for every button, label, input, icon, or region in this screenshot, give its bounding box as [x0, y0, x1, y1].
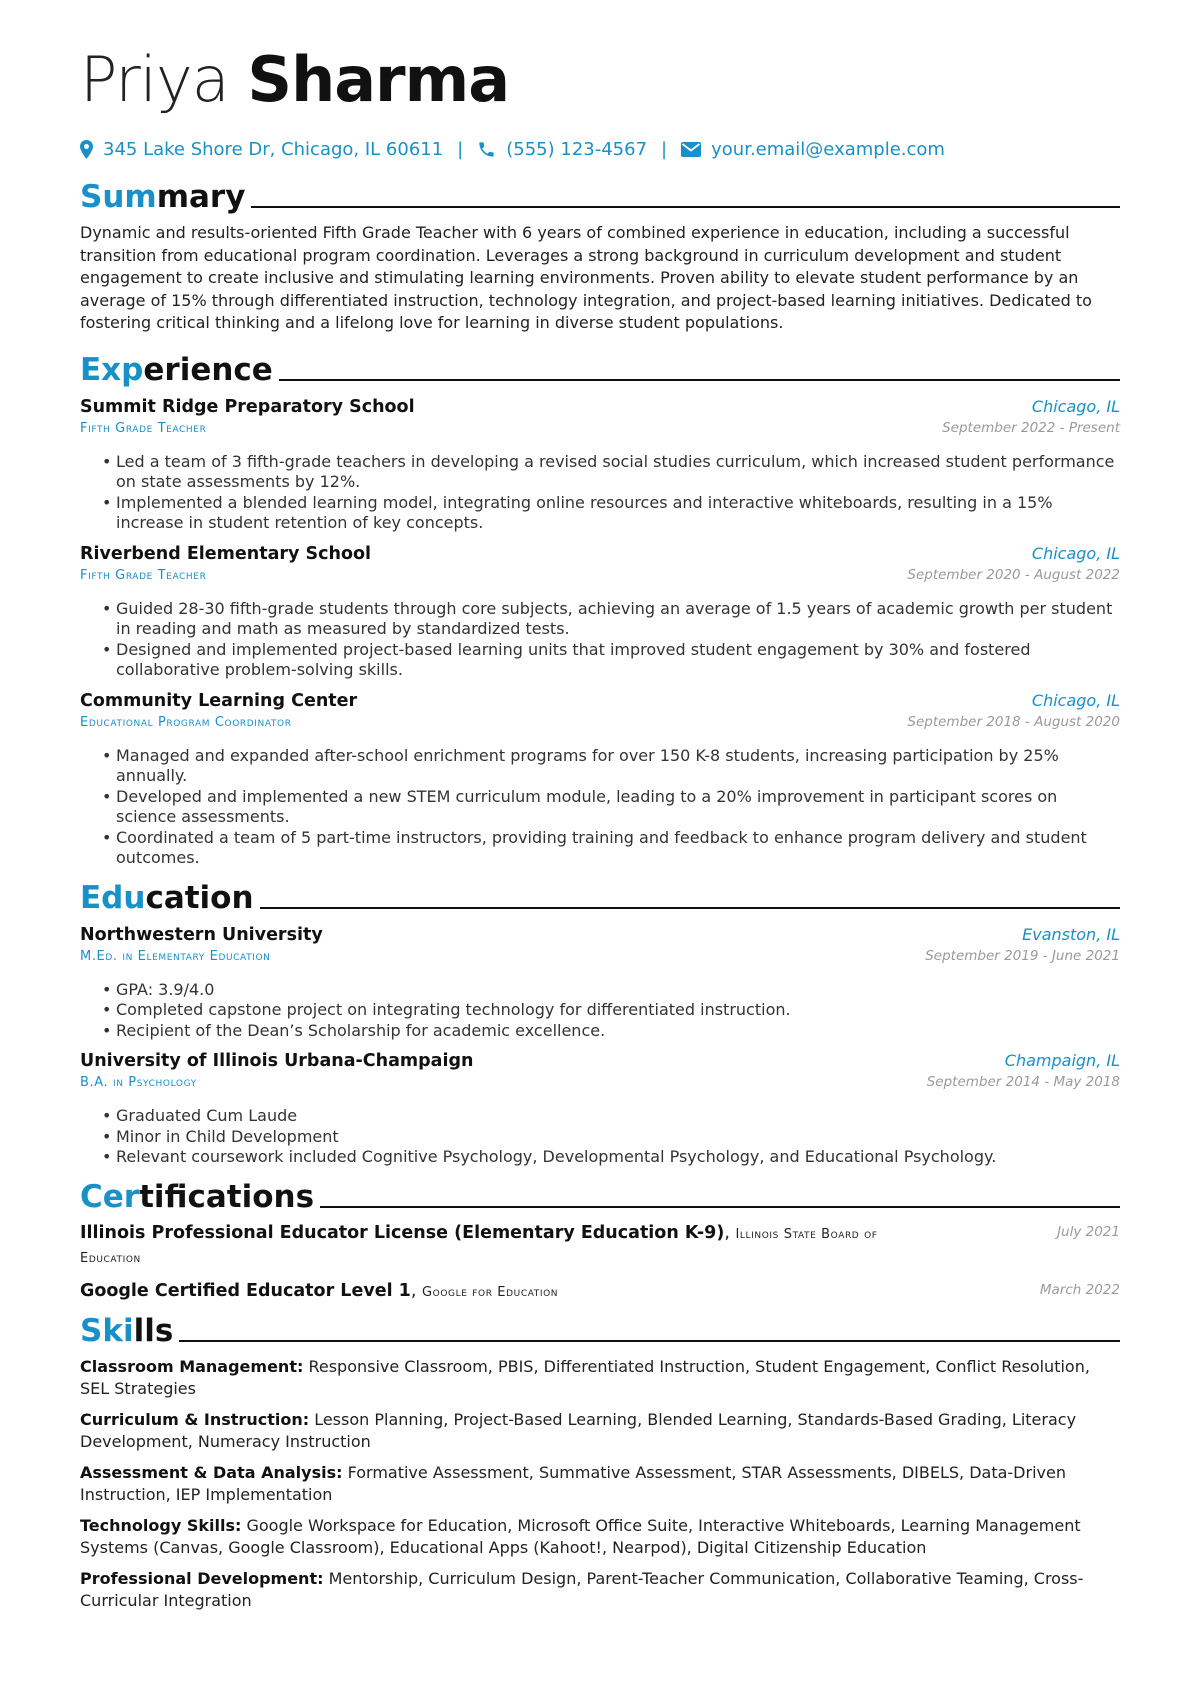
bullet-list [102, 980, 1120, 1042]
education-heading [80, 877, 1120, 915]
phone-text: (555) 123-4567 [506, 138, 648, 160]
certification-item: Illinois Professional Educator License (Elementary Education K-9), Illinois State Board of Education July 2021 [80, 1222, 1120, 1266]
skill-label: Curriculum & Instruction: [80, 1409, 310, 1429]
summary-text: Dynamic and results-oriented Fifth Grade Teacher with 6 years of combined experience in education, including a successful transition from educational program coordination. Leverages a strong background in curriculum development and student engagement to create inclusive and stimulating learning environments. Proven ability to elevate student performance by an average of 15% through differentiated instruction, technology integration, and project-based learning initiatives. Dedicated to fostering critical thinking and a lifelong love for learning in diverse student populations. [80, 223, 1092, 332]
employer-name: Riverbend Elementary School [80, 543, 372, 564]
bullet-list [102, 599, 1120, 681]
summary-heading [80, 176, 1120, 214]
certification-issuer: Google for Education [422, 1284, 559, 1300]
section-rule [320, 1206, 1120, 1208]
bullet-list [102, 452, 1120, 534]
contact-email[interactable] [681, 139, 945, 160]
entry-location: Chicago, IL [1031, 690, 1120, 710]
section-title: Skills [80, 1312, 174, 1349]
map-pin-icon [80, 140, 93, 159]
entry-dates: September 2014 - May 2018 [926, 1074, 1120, 1090]
experience-entry [80, 544, 1120, 681]
envelope-icon [681, 142, 701, 157]
bullet-item: • Managed and expanded after-school enrichment programs for over 150 K-8 students, increasing participation by 25% annually. [102, 746, 1120, 787]
entry-location: Champaign, IL [1004, 1051, 1120, 1070]
bullet-item: • Relevant coursework included Cognitive Psychology, Developmental Psychology, and Educational Psychology. [102, 1147, 1120, 1168]
entry-location: Chicago, IL [1031, 543, 1120, 563]
bullet-item: • Coordinated a team of 5 part-time instructors, providing training and feedback to enhance program delivery and student outcomes. [102, 828, 1120, 869]
bullet-item: • Developed and implemented a new STEM curriculum module, leading to a 20% improvement in participant scores on science assessments. [102, 787, 1120, 828]
bullet-item: • Guided 28-30 fifth-grade students through core subjects, achieving an average of 1.5 years of academic growth per student in reading and math as measured by standardized tests. [102, 599, 1120, 640]
skill-row [80, 1409, 1120, 1453]
contact-separator: | [457, 138, 464, 160]
certification-date: March 2022 [1039, 1281, 1120, 1298]
skill-row [80, 1568, 1120, 1612]
contact-address [80, 139, 443, 160]
skills-heading [80, 1310, 1120, 1348]
candidate-name [80, 40, 1120, 120]
school-name: University of Illinois Urbana-Champaign [80, 1051, 474, 1071]
skill-label: Assessment & Data Analysis: [80, 1462, 343, 1482]
last-name: Sharma [247, 43, 510, 116]
phone-icon [477, 140, 496, 159]
skill-label: Professional Development: [80, 1568, 324, 1588]
entry-dates: September 2019 - June 2021 [925, 947, 1120, 964]
bullet-item: • Implemented a blended learning model, integrating online resources and interactive whiteboards, resulting in a 15% increase in student retention of key concepts. [102, 493, 1120, 534]
skill-values: Lesson Planning, Project-Based Learning, Blended Learning, Standards-Based Grading, Literacy Development, Numeracy Instruction [80, 1409, 1077, 1451]
contact-phone [477, 139, 647, 160]
school-name: Northwestern University [80, 924, 323, 945]
employer-name: Summit Ridge Preparatory School [80, 396, 415, 417]
skill-label: Classroom Management: [80, 1356, 304, 1376]
bullet-list [102, 1106, 1120, 1168]
certification-issuer: Illinois State Board of Education [80, 1226, 878, 1266]
first-name: Priya [80, 43, 229, 116]
skill-row [80, 1356, 1120, 1400]
degree: M.Ed. in Elementary Education [80, 948, 271, 964]
degree: B.A. in Psychology [80, 1075, 197, 1090]
job-title: Educational Program Coordinator [80, 714, 292, 730]
employer-name: Community Learning Center [80, 690, 358, 711]
bullet-item: • Minor in Child Development [102, 1127, 1120, 1148]
skill-values: Formative Assessment, Summative Assessment, STAR Assessments, DIBELS, Data-Driven Instruction, IEP Implementation [80, 1462, 1066, 1504]
contact-line [80, 134, 1120, 164]
bullet-item: • Completed capstone project on integrating technology for differentiated instruction. [102, 1000, 1120, 1021]
section-title: Education [80, 879, 254, 916]
certifications-heading [80, 1176, 1120, 1214]
entry-dates: September 2018 - August 2020 [907, 713, 1120, 730]
experience-entry [80, 397, 1120, 534]
experience-heading [80, 349, 1120, 387]
certification-date: July 2021 [1057, 1223, 1120, 1240]
skill-values: Google Workspace for Education, Microsoft Office Suite, Interactive Whiteboards, Learning Management Systems (Canvas, Google Classroom), Educational Apps (Kahoot!, Nearpod), Digital Citizenship Education [80, 1515, 1081, 1557]
section-rule [260, 907, 1120, 909]
entry-dates: September 2022 - Present [942, 419, 1120, 436]
job-title: Fifth Grade Teacher [80, 567, 207, 583]
section-rule [179, 1340, 1120, 1342]
section-title: Summary [80, 179, 246, 215]
skill-row [80, 1515, 1120, 1559]
certification-name: Illinois Professional Educator License (Elementary Education K-9) [80, 1222, 725, 1243]
education-entry [80, 1051, 1120, 1168]
bullet-item: • Recipient of the Dean’s Scholarship for academic excellence. [102, 1021, 1120, 1042]
contact-separator: | [661, 138, 668, 160]
skill-values: Mentorship, Curriculum Design, Parent-Teacher Communication, Collaborative Teaming, Cross-Curricular Integration [80, 1568, 1084, 1610]
entry-dates: September 2020 - August 2022 [907, 566, 1120, 583]
section-title: Experience [80, 351, 273, 388]
bullet-item: • Designed and implemented project-based learning units that improved student engagement by 30% and fostered collaborative problem-solving skills. [102, 640, 1120, 681]
bullet-item: • Graduated Cum Laude [102, 1106, 1120, 1127]
section-rule [251, 206, 1120, 208]
certification-item: Google Certified Educator Level 1, Google for Education March 2022 [80, 1280, 1120, 1301]
bullet-list [102, 746, 1120, 869]
experience-entry [80, 691, 1120, 869]
skill-label: Technology Skills: [80, 1515, 242, 1535]
section-title: Certifications [80, 1178, 315, 1215]
bullet-item: • Led a team of 3 fifth-grade teachers in developing a revised social studies curriculum, which increased student performance on state assessments by 12%. [102, 452, 1120, 493]
job-title: Fifth Grade Teacher [80, 420, 207, 436]
address-text: 345 Lake Shore Dr, Chicago, IL 60611 [103, 138, 444, 160]
email-link[interactable]: your.email@example.com [711, 138, 945, 160]
entry-location: Chicago, IL [1031, 396, 1120, 416]
resume-page [80, 40, 1120, 1612]
education-entry [80, 925, 1120, 1042]
skill-row [80, 1462, 1120, 1506]
bullet-item: • GPA: 3.9/4.0 [102, 980, 1120, 1001]
certification-name: Google Certified Educator Level 1 [80, 1280, 411, 1301]
skill-values: Responsive Classroom, PBIS, Differentiated Instruction, Student Engagement, Conflict Resolution, SEL Strategies [80, 1356, 1090, 1398]
entry-location: Evanston, IL [1022, 924, 1120, 944]
section-rule [279, 379, 1120, 381]
